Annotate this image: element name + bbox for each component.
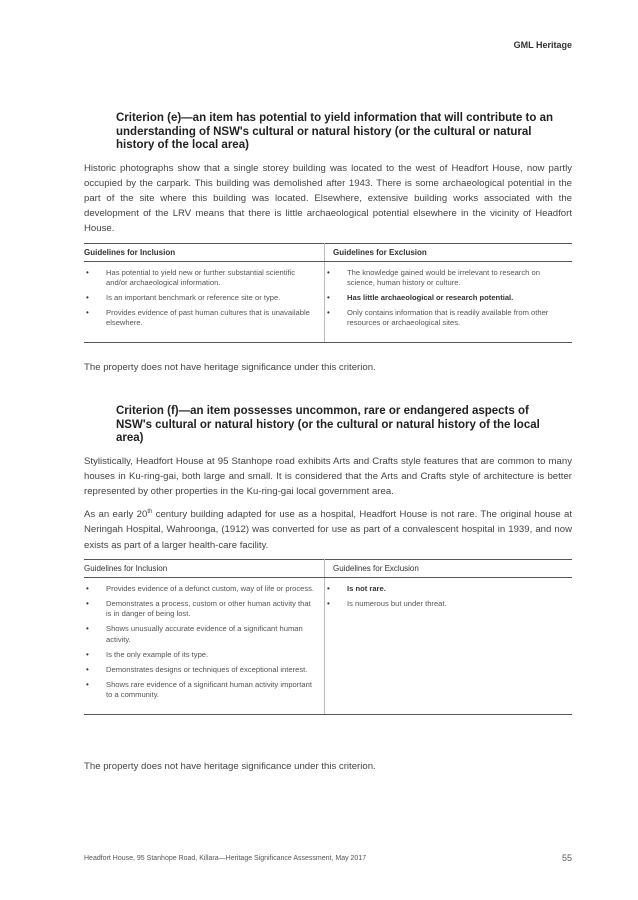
- criterion-f-paragraph-2: [84, 507, 572, 553]
- criterion-e-heading: Criterion (e)—an item has potential to yield information that will contribute to an understanding of NSW's cultural or natural history (or the cultural or natural history of the local area): [116, 112, 554, 151]
- list-item: [325, 293, 572, 303]
- bullet-icon: •: [327, 292, 330, 302]
- bullet-icon: •: [86, 624, 89, 634]
- inclusion-header: Guidelines for Inclusion: [84, 243, 325, 261]
- list-item: [84, 268, 324, 288]
- footer-document-title: Headfort House, 95 Stanhope Road, Killara—Heritage Significance Assessment, May 2017: [84, 855, 367, 862]
- bullet-icon: •: [327, 598, 330, 608]
- list-item: [84, 680, 324, 700]
- list-item: [84, 293, 324, 303]
- criterion-f-guidelines-table: [84, 559, 572, 715]
- criterion-f-section: [84, 405, 572, 715]
- list-item-text: Is not rare.: [347, 583, 386, 593]
- inclusion-cell: [84, 261, 325, 342]
- bullet-icon: •: [86, 308, 89, 318]
- list-item-text: Only contains information that is readily available from other resources or archaeological sites.: [347, 308, 549, 328]
- exclusion-cell: [325, 261, 573, 342]
- list-item-text: Shows unusually accurate evidence of a significant human activity.: [106, 624, 303, 644]
- exclusion-cell: [325, 577, 573, 714]
- inclusion-cell: [84, 577, 325, 714]
- list-item-text: Demonstrates a process, custom or other human activity that is in danger of being lost.: [106, 598, 311, 619]
- criterion-e-conclusion: The property does not have heritage significance under this criterion.: [84, 362, 376, 373]
- list-item: [325, 268, 572, 288]
- table-row: [84, 577, 572, 714]
- list-item-text: Provides evidence of past human cultures that is unavailable elsewhere.: [106, 308, 310, 328]
- criterion-e-guidelines-table: [84, 243, 572, 343]
- list-item: [84, 665, 324, 675]
- list-item-text: Is an important benchmark or reference site or type.: [106, 292, 281, 302]
- bullet-icon: •: [327, 308, 330, 318]
- exclusion-header: Guidelines for Exclusion: [325, 559, 573, 577]
- bullet-icon: •: [86, 598, 89, 608]
- list-item-text: The knowledge gained would be irrelevant to research on science, human history or culture.: [347, 267, 540, 287]
- criterion-f-paragraph-1: Stylistically, Headfort House at 95 Stanhope road exhibits Arts and Crafts style features that are common to many houses in Ku-ring-gai, both large and small. It is considered that the Arts and Crafts style of architecture is better represented by other properties in the Ku-ring-gai local government area.: [84, 455, 572, 497]
- list-item-text: Is the only example of its type.: [106, 649, 209, 659]
- list-item-text: Has little archaeological or research potential.: [347, 292, 514, 302]
- paragraph-2-rest: century building adapted for use as a hospital, Headfort House is not rare. The original house at Neringah Hospital, Wahroonga, (1912) was converted for use as part of a convalescent hospital in 1939, and now exists as part of a larger health-care facility.: [84, 509, 572, 551]
- list-item-text: Has potential to yield new or further substantial scientific and/or archaeological information.: [106, 267, 296, 287]
- list-item: [325, 599, 572, 609]
- exclusion-list: [325, 268, 572, 329]
- footer-page-number: 55: [561, 853, 572, 863]
- list-item: [84, 599, 324, 619]
- table-header-row: [84, 243, 572, 261]
- criterion-e-section: [84, 112, 572, 343]
- bullet-icon: •: [86, 680, 89, 690]
- table-header-row: [84, 559, 572, 577]
- exclusion-header: Guidelines for Exclusion: [325, 243, 573, 261]
- criterion-f-conclusion: The property does not have heritage significance under this criterion.: [84, 761, 376, 772]
- list-item-text: Demonstrates designs or techniques of exceptional interest.: [106, 664, 308, 674]
- inclusion-list: [84, 268, 324, 329]
- bullet-icon: •: [86, 583, 89, 593]
- criterion-e-paragraph: Historic photographs show that a single storey building was located to the west of Headfort House, now partly occupied by the carpark. This building was demolished after 1943. There is some archaeological potential in the part of the site where this building was located. Elsewhere, extensive building works associated with the development of the LRV means that there is little archaeological potential elsewhere in the vicinity of Headfort House.: [84, 162, 572, 235]
- bullet-icon: •: [86, 664, 89, 674]
- table-row: [84, 261, 572, 342]
- list-item-text: Shows rare evidence of a significant human activity important to a community.: [106, 680, 312, 700]
- paragraph-2-start: As an early 20: [84, 509, 148, 521]
- bullet-icon: •: [86, 267, 89, 277]
- bullet-icon: •: [327, 583, 330, 593]
- header-organisation: GML Heritage: [513, 40, 572, 50]
- list-item: [325, 584, 572, 594]
- list-item: [84, 650, 324, 660]
- list-item: [84, 584, 324, 594]
- inclusion-header: Guidelines for Inclusion: [84, 559, 325, 577]
- list-item-text: Is numerous but under threat.: [347, 598, 447, 608]
- bullet-icon: •: [86, 649, 89, 659]
- criterion-f-heading: Criterion (f)—an item possesses uncommon, rare or endangered aspects of NSW's cultural or natural history (or the cultural or natural history of the local area): [116, 405, 540, 444]
- bullet-icon: •: [86, 292, 89, 302]
- list-item: [84, 624, 324, 644]
- paragraph-2-superscript: th: [147, 508, 153, 515]
- exclusion-list: [325, 584, 572, 609]
- bullet-icon: •: [327, 267, 330, 277]
- list-item: [325, 308, 572, 328]
- inclusion-list: [84, 584, 324, 701]
- list-item-text: Provides evidence of a defunct custom, way of life or process.: [106, 583, 315, 593]
- list-item: [84, 308, 324, 328]
